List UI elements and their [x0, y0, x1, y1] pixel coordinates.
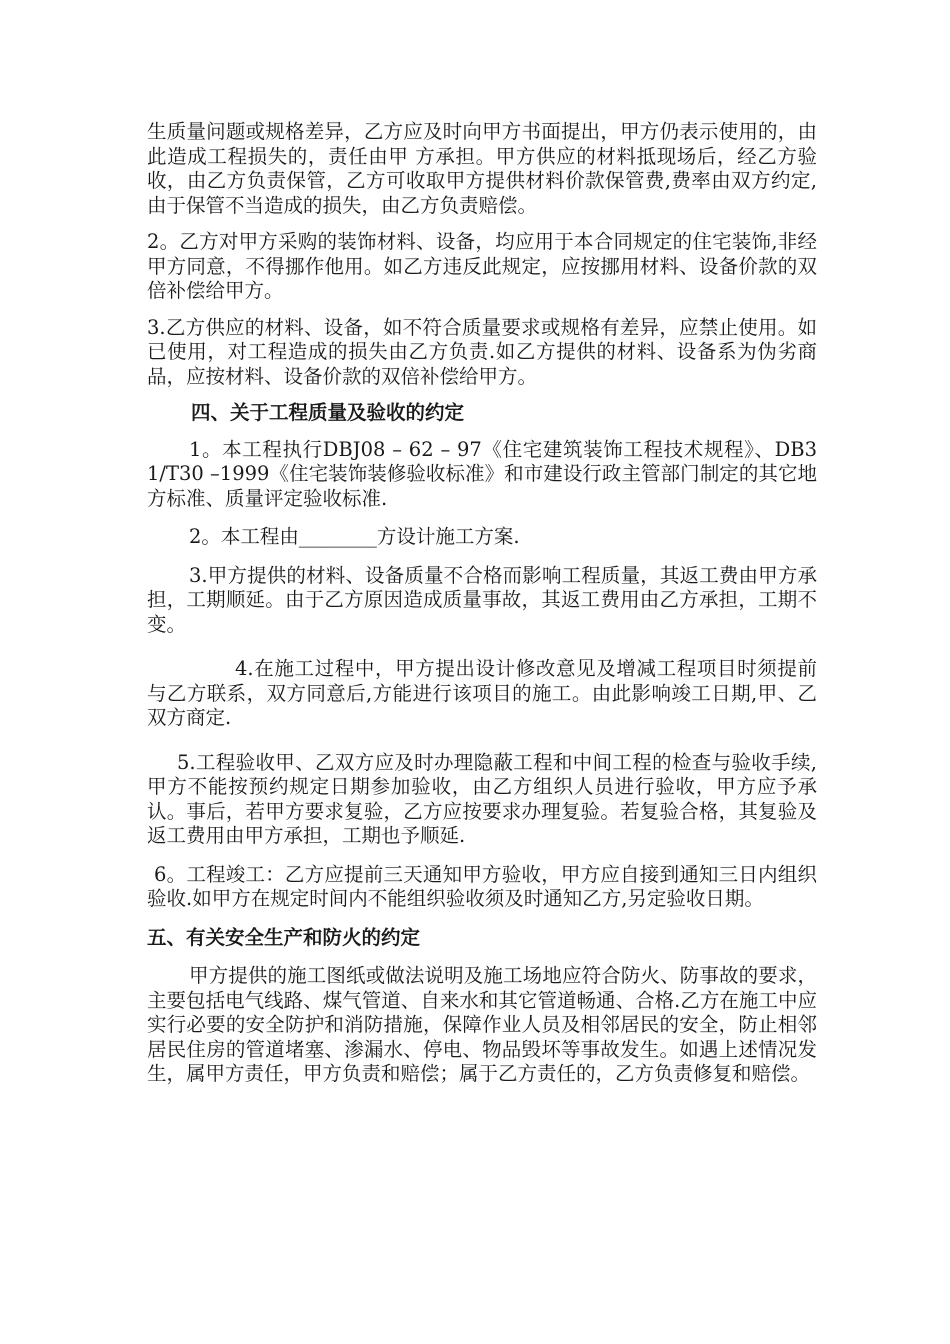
paragraph-4-5: 5.工程验收甲、乙双方应及时办理隐蔽工程和中间工程的检查与验收手续,甲方不能按预约规定日期参加验收，由乙方组织人员进行验收，甲方应予承认。事后，若甲方要求复验，乙方应按要求办理复验。若复验合格，其复验及返工费用由甲方承担，工期也予顺延. [147, 750, 817, 847]
paragraph-4-1: 1。本工程执行DBJ08 – 62 – 97《住宅建筑装饰工程技术规程》、DB31/T30 –1999《住宅装饰装修验收标准》和市建设行政主管部门制定的其它地方标准、质量评定验收标准. [147, 437, 817, 510]
paragraph-4-2: 2。本工程由________方设计施工方案. [189, 525, 520, 548]
document-page [147, 120, 817, 1087]
paragraph-4-3: 3.甲方提供的材料、设备质量不合格而影响工程质量，其返工费由甲方承担，工期顺延。由于乙方原因造成质量事故，其返工费用由乙方承担，工期不变。 [147, 563, 817, 636]
paragraph-item-2: 2。乙方对甲方采购的装饰材料、设备，均应用于本合同规定的住宅装饰,非经甲方同意，不得挪作他用。如乙方违反此规定，应按挪用材料、设备价款的双倍补偿给甲方。 [147, 230, 817, 302]
paragraph-item-3: 3.乙方供应的材料、设备，如不符合质量要求或规格有差异，应禁止使用。如已使用，对工程造成的损失由乙方负责.如乙方提供的材料、设备系为伪劣商品，应按材料、设备价款的双倍补偿给甲方。 [147, 315, 817, 388]
section-heading-5: 五、有关安全生产和防火的约定 [147, 925, 421, 949]
paragraph-5-1: 甲方提供的施工图纸或做法说明及施工场地应符合防火、防事故的要求，主要包括电气线路、煤气管道、自来水和其它管道畅通、合格.乙方在施工中应 实行必要的安全防护和消防措施，保障作业人员及相邻居民的安全，防止相邻居民住房的管道堵塞、渗漏水、停电、物品毁坏等事故发生。如遇上述情况发生，属甲方责任，甲方负责和赔偿；属于乙方责任的，乙方负责修复和赔偿。 [147, 964, 817, 1085]
paragraph-4-4: 4.在施工过程中，甲方提出设计修改意见及增减工程项目时须提前与乙方联系，双方同意后,方能进行该项目的施工。由此影响竣工日期,甲、乙双方商定. [147, 657, 817, 729]
section-heading-4: 四、关于工程质量及验收的约定 [191, 401, 465, 424]
paragraph-4-6: 6。工程竣工：乙方应提前三天通知甲方验收，甲方应自接到通知三日内组织验收.如甲方在规定时间内不能组织验收须及时通知乙方,另定验收日期。 [147, 862, 817, 910]
paragraph-material-quality: 生质量问题或规格差异，乙方应及时向甲方书面提出，甲方仍表示使用的，由此造成工程损失的，责任由甲 方承担。甲方供应的材料抵现场后，经乙方验收，由乙方负责保管，乙方可收取甲方提供材料价款保管费,费率由双方约定,由于保管不当造成的损失，由乙方负责赔偿。 [147, 120, 817, 217]
